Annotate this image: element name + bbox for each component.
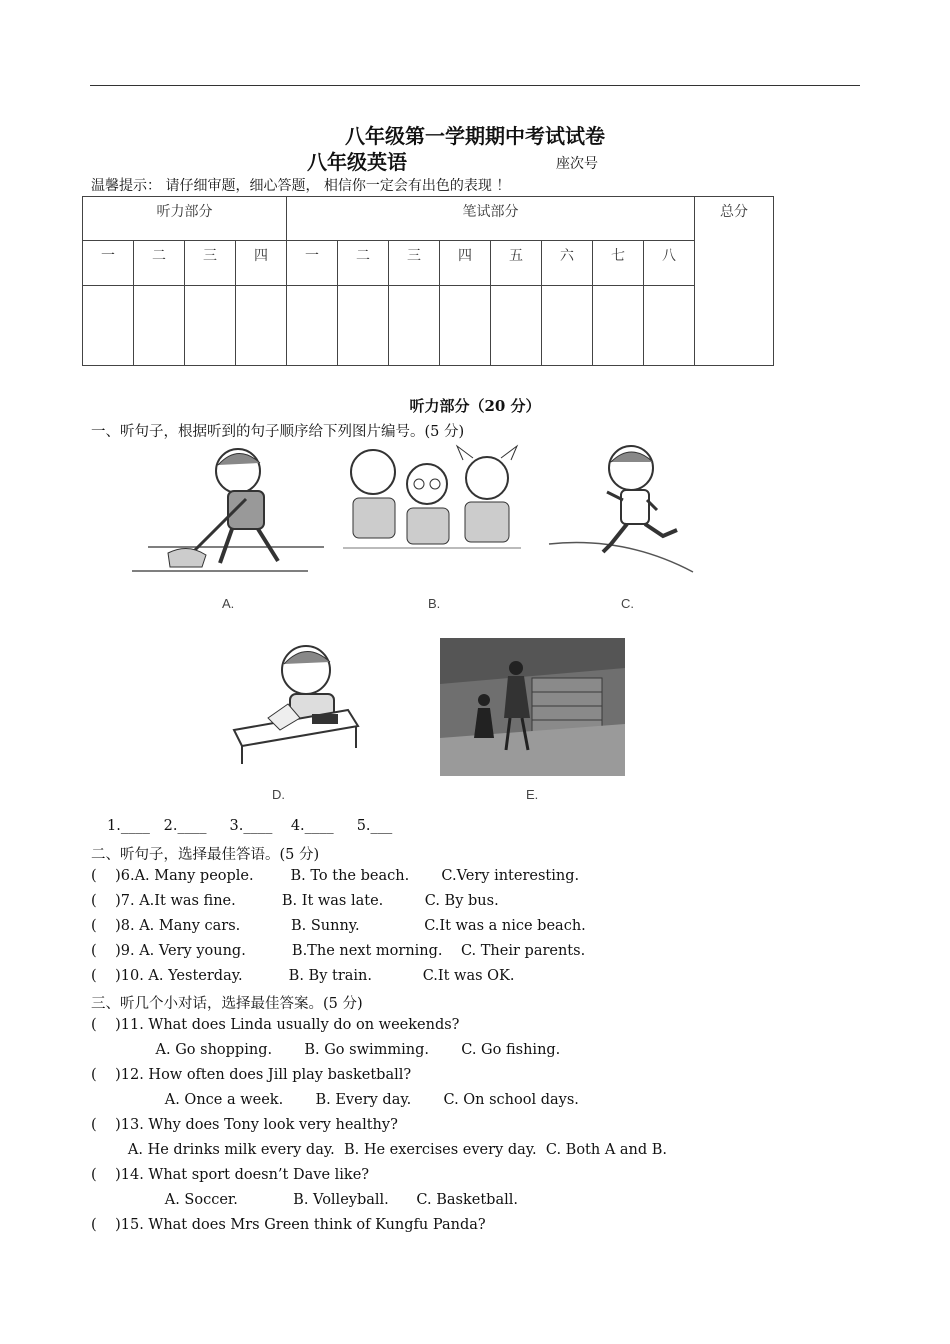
score-cell[interactable]: [287, 286, 338, 366]
part2-instruction: 二、听句子，选择最佳答语。(5 分): [91, 847, 320, 863]
question-11: ( )11. What does Linda usually do on weekends?: [91, 1017, 460, 1033]
score-cell[interactable]: [338, 286, 389, 366]
caption-d: D.: [272, 787, 285, 802]
part3-instruction: 三、听几个小对话，选择最佳答案。(5 分): [91, 996, 363, 1012]
question-12: ( )12. How often does Jill play basketball?: [91, 1067, 412, 1083]
col-w1: 一: [287, 241, 338, 286]
written-header: 笔试部分: [287, 197, 695, 241]
col-w5: 五: [491, 241, 542, 286]
answer-blanks-1-5[interactable]: 1.____ 2.____ 3.____ 4.____ 5.___: [107, 818, 393, 834]
col-w4: 四: [440, 241, 491, 286]
score-cell[interactable]: [542, 286, 593, 366]
question-8: ( )8. A. Many cars. B. Sunny. C.It was a nice beach.: [91, 918, 586, 934]
top-rule: [90, 85, 860, 86]
listening-header: 听力部分: [83, 197, 287, 241]
caption-c: C.: [621, 596, 634, 611]
question-13-options: A. He drinks milk every day. B. He exercises every day. C. Both A and B.: [91, 1142, 668, 1158]
total-header: 总分: [695, 197, 774, 366]
question-11-options: A. Go shopping. B. Go swimming. C. Go fishing.: [91, 1042, 561, 1058]
part1-instruction: 一、听句子，根据听到的句子顺序给下列图片编号。(5 分): [91, 424, 465, 440]
score-cell[interactable]: [83, 286, 134, 366]
col-w2: 二: [338, 241, 389, 286]
score-cell[interactable]: [236, 286, 287, 366]
col-l2: 二: [134, 241, 185, 286]
col-w3: 三: [389, 241, 440, 286]
picture-d-reading: [228, 638, 408, 768]
question-14: ( )14. What sport doesn’t Dave like?: [91, 1167, 370, 1183]
caption-e: E.: [526, 787, 539, 802]
question-12-options: A. Once a week. B. Every day. C. On school days.: [91, 1092, 579, 1108]
score-table: [82, 196, 774, 366]
score-cell[interactable]: [491, 286, 542, 366]
question-6: ( )6.A. Many people. B. To the beach. C.Very interesting.: [91, 868, 580, 884]
exam-subtitle: 八年级英语: [307, 150, 407, 174]
question-14-options: A. Soccer. B. Volleyball. C. Basketball.: [91, 1192, 518, 1208]
warm-tip: 温馨提示： 请仔细审题，细心答题， 相信你一定会有出色的表现 ！: [91, 178, 511, 194]
question-7: ( )7. A.It was fine. B. It was late. C. By bus.: [91, 893, 499, 909]
question-15: ( )15. What does Mrs Green think of Kungfu Panda?: [91, 1217, 486, 1233]
score-cell[interactable]: [593, 286, 644, 366]
col-w8: 八: [644, 241, 695, 286]
question-13: ( )13. Why does Tony look very healthy?: [91, 1117, 398, 1133]
col-w6: 六: [542, 241, 593, 286]
question-9: ( )9. A. Very young. B.The next morning. C. Their parents.: [91, 943, 586, 959]
score-cell[interactable]: [389, 286, 440, 366]
seat-number-label: 座次号: [556, 156, 598, 172]
col-l4: 四: [236, 241, 287, 286]
col-l3: 三: [185, 241, 236, 286]
caption-a: A.: [222, 596, 235, 611]
score-cell[interactable]: [440, 286, 491, 366]
picture-b-classroom: [343, 440, 523, 560]
question-10: ( )10. A. Yesterday. B. By train. C.It was OK.: [91, 968, 515, 984]
score-cell[interactable]: [134, 286, 185, 366]
picture-e-library: [440, 638, 625, 776]
exam-title: 八年级第一学期期中考试试卷: [345, 124, 605, 148]
picture-c-running: [545, 440, 695, 575]
col-l1: 一: [83, 241, 134, 286]
listening-section-title: 听力部分（20 分）: [409, 397, 541, 415]
col-w7: 七: [593, 241, 644, 286]
score-cell[interactable]: [185, 286, 236, 366]
score-cell[interactable]: [644, 286, 695, 366]
caption-b: B.: [428, 596, 441, 611]
picture-a-mopping: [128, 443, 328, 578]
